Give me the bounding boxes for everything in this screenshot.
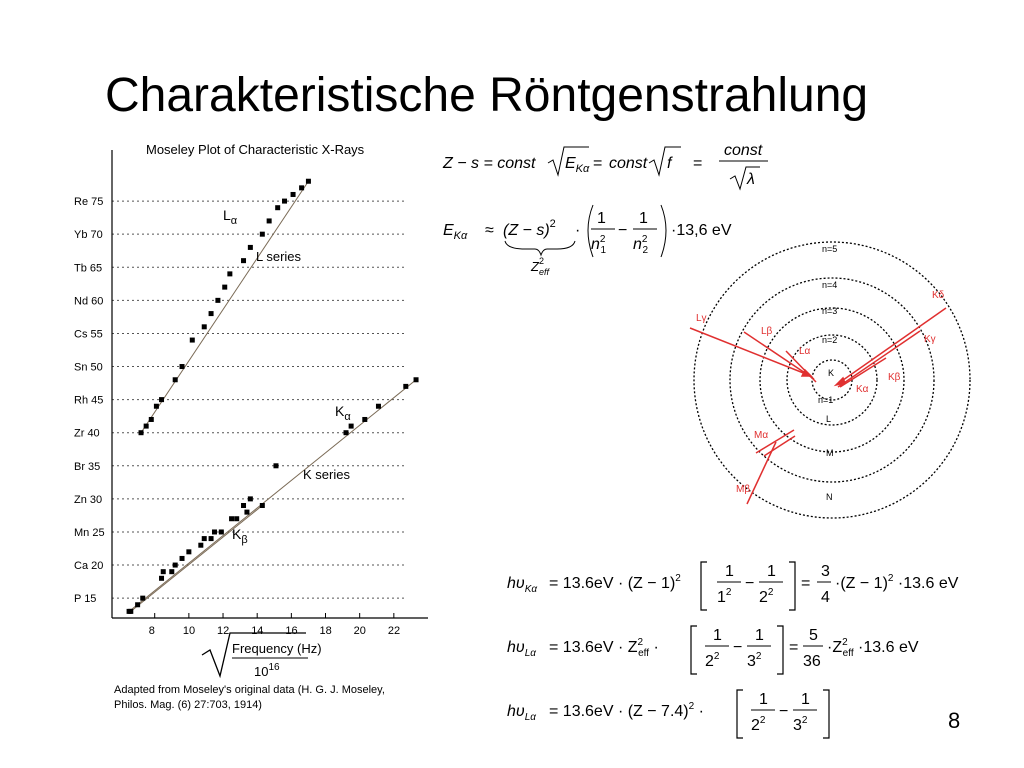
svg-text:−: − — [618, 222, 628, 239]
svg-text:·13,6 eV: ·13,6 eV — [671, 222, 732, 239]
svg-text:4: 4 — [821, 589, 830, 606]
data-point — [219, 529, 224, 534]
svg-text:EKα: $E_{K\alpha}$ — [565, 155, 590, 175]
svg-text:−: − — [745, 575, 755, 592]
svg-text:= 13.6eV · (Z − 1)2: = $13.6eV \cdot (Z - 1)^2$ — [549, 573, 681, 592]
svg-text:Z2eff: $Z^2$ eff — [531, 256, 549, 277]
data-point — [273, 463, 278, 468]
chart-axes — [74, 150, 428, 637]
data-point — [135, 602, 140, 607]
svg-text:n=1: n=1 — [818, 395, 834, 405]
data-point — [227, 271, 232, 276]
data-point — [349, 424, 354, 429]
data-point — [154, 404, 159, 409]
svg-text:22: $2^2$ — [751, 715, 766, 734]
annotation-k-alpha: $K_\alpha$ — [335, 403, 351, 423]
data-point — [306, 179, 311, 184]
data-point — [248, 496, 253, 501]
annotation-l-alpha: $L_\alpha$ — [223, 207, 238, 227]
svg-text:(Z − s)2: $(Z - s)^2$ — [503, 218, 556, 239]
data-point — [244, 510, 249, 515]
svg-text:1: 1 — [767, 563, 776, 580]
x-tick-label: 10 — [182, 625, 196, 637]
svg-text:=: = — [801, 575, 811, 592]
frequency-label: Frequency (Hz) — [232, 641, 322, 656]
data-point — [180, 364, 185, 369]
svg-text:−: − — [779, 703, 789, 720]
svg-text:12: $1^2$ — [717, 587, 732, 606]
svg-text:22: $2^2$ — [705, 651, 720, 670]
atom-shell-diagram — [676, 230, 996, 540]
svg-text:f: f — [667, 155, 672, 172]
svg-text:=: = — [593, 155, 603, 172]
data-point — [229, 516, 234, 521]
svg-text:Kγ: Kγ — [924, 334, 936, 345]
svg-text:hυKα: $h\upsilon_{K\alpha}$ — [507, 575, 538, 595]
y-tick-label: Zr 40 — [74, 427, 100, 440]
y-tick-label: Nd 60 — [74, 295, 104, 308]
fit-line — [131, 506, 263, 612]
equation-l-alpha-screening — [507, 690, 829, 738]
x-tick-label: 14 — [251, 625, 264, 637]
svg-text:≈: ≈ — [485, 222, 494, 239]
data-point — [198, 543, 203, 548]
data-point — [299, 185, 304, 190]
data-point — [241, 258, 246, 263]
data-point — [190, 338, 195, 343]
svg-text:n22: $n^2$ 2 — [633, 234, 649, 256]
svg-text:Mα: Mα — [754, 430, 769, 441]
svg-text:32: $3^2$ — [793, 715, 808, 734]
svg-text:λ: λ — [747, 171, 755, 188]
svg-text:Kα: Kα — [856, 384, 869, 395]
svg-text:= 13.6eV · (Z − 7.4)2 ·: = $13.6eV \cdot (Z - 7.4)^2$ · — [549, 701, 704, 720]
svg-text:Mβ: Mβ — [736, 484, 751, 495]
svg-text:const: const — [724, 142, 763, 159]
x-tick-label: 16 — [285, 625, 298, 637]
data-point — [215, 298, 220, 303]
x-tick-label: 12 — [217, 625, 230, 637]
svg-text:Kδ: Kδ — [932, 290, 945, 301]
x-tick-label: 20 — [353, 625, 366, 637]
data-point — [267, 218, 272, 223]
svg-text:1: 1 — [755, 627, 764, 644]
svg-text:n=5: n=5 — [822, 244, 838, 254]
data-point — [202, 536, 207, 541]
svg-text:·(Z − 1)2 ·13.6 eV: $\cdot(Z - 1)^2 \cdot 13.6$ eV — [835, 573, 959, 592]
svg-text:−: − — [733, 639, 743, 656]
moseley-law-formula — [442, 142, 768, 189]
svg-text:n21: $n^2$ 1 — [591, 234, 607, 256]
chart-caption-line-1: Adapted from Moseley's original data (H. G. J. Moseley, — [114, 684, 385, 696]
svg-text:K: K — [828, 368, 835, 378]
chart-title: Moseley Plot of Characteristic X-Rays — [146, 142, 365, 157]
chart-caption-line-2: Philos. Mag. (6) 27:703, 1914) — [114, 699, 262, 711]
svg-text:·Z2eff ·13.6 eV: $\cdot Z^2$ eff ·13.6 eV — [827, 637, 919, 659]
chart-fit-lines — [129, 181, 416, 611]
y-tick-label: Br 35 — [74, 460, 101, 473]
transition-labels — [696, 290, 945, 495]
data-point — [140, 596, 145, 601]
svg-text:L: L — [826, 414, 832, 424]
svg-text:Lγ: Lγ — [696, 313, 707, 324]
svg-text:Lα: Lα — [799, 346, 811, 357]
y-tick-label: Tb 65 — [74, 262, 103, 275]
y-tick-label: Mn 25 — [74, 526, 105, 539]
svg-text:const: const — [609, 155, 648, 172]
svg-text:36: 36 — [803, 653, 821, 670]
svg-text:Lβ: Lβ — [761, 326, 773, 337]
y-tick-label: Cs 55 — [74, 328, 103, 341]
svg-text:Z − s = const: Z − s = const — [443, 155, 536, 172]
x-tick-label: 8 — [148, 625, 155, 637]
page-number: 8 — [948, 708, 961, 733]
data-point — [234, 516, 239, 521]
data-point — [222, 285, 227, 290]
moseley-chart — [60, 128, 440, 720]
fit-line — [129, 380, 416, 612]
data-point — [248, 245, 253, 250]
data-point — [282, 199, 287, 204]
chart-points — [127, 179, 419, 614]
shell-labels — [818, 244, 837, 502]
data-point — [202, 324, 207, 329]
y-tick-label: Re 75 — [74, 196, 104, 209]
y-tick-label: Sn 50 — [74, 361, 103, 374]
data-point — [362, 417, 367, 422]
svg-text:n=3: n=3 — [822, 306, 838, 316]
data-point — [128, 609, 133, 614]
shell-n1 — [812, 360, 852, 400]
data-point — [275, 205, 280, 210]
svg-text:32: $3^2$ — [747, 651, 762, 670]
svg-text:1: 1 — [597, 210, 606, 227]
data-point — [241, 503, 246, 508]
data-point — [291, 192, 296, 197]
data-point — [169, 569, 174, 574]
data-point — [144, 424, 149, 429]
data-point — [414, 377, 419, 382]
energy-equations — [505, 548, 975, 746]
svg-text:1: 1 — [801, 691, 810, 708]
svg-text:Kβ: Kβ — [888, 372, 901, 383]
data-point — [173, 377, 178, 382]
data-point — [159, 397, 164, 402]
y-tick-label: Rh 45 — [74, 394, 104, 407]
equation-l-alpha-zeff — [507, 626, 919, 674]
svg-text:22: $2^2$ — [759, 587, 774, 606]
svg-text:=: = — [789, 639, 799, 656]
equation-k-alpha — [507, 562, 959, 610]
svg-text:1: 1 — [713, 627, 722, 644]
svg-text:1: 1 — [639, 210, 648, 227]
data-point — [403, 384, 408, 389]
annotation-k-series: K series — [303, 467, 350, 482]
x-tick-label: 18 — [319, 625, 332, 637]
data-point — [149, 417, 154, 422]
data-point — [344, 430, 349, 435]
data-point — [212, 529, 217, 534]
data-point — [139, 430, 144, 435]
svg-text:hυLα: $h\upsilon_{L\alpha}$ — [507, 639, 536, 659]
frequency-scale: $10^{16}$ — [254, 662, 280, 679]
y-tick-label: Zn 30 — [74, 493, 103, 506]
svg-text:=: = — [693, 155, 703, 172]
frequency-axis-label — [202, 633, 322, 679]
svg-text:EKα: $E_{K\alpha}$ — [443, 222, 468, 242]
annotation-l-series: L series — [256, 249, 302, 264]
slide-title: Charakteristische Röntgenstrahlung — [105, 69, 869, 122]
annotation-k-beta: $K_\beta$ — [232, 526, 248, 546]
data-point — [173, 563, 178, 568]
data-point — [376, 404, 381, 409]
data-point — [180, 556, 185, 561]
y-tick-label: Ca 20 — [74, 560, 104, 573]
svg-text:= 13.6eV · Z2eff ·: = $13.6eV \cdot Z^2$ eff · — [549, 637, 659, 659]
svg-text:n=2: n=2 — [822, 335, 838, 345]
svg-text:1: 1 — [759, 691, 768, 708]
y-tick-label: Yb 70 — [74, 229, 103, 242]
svg-text:3: 3 — [821, 563, 830, 580]
svg-text:1: 1 — [725, 563, 734, 580]
y-tick-label: P 15 — [74, 593, 97, 606]
svg-text:N: N — [826, 492, 833, 502]
svg-text:n=4: n=4 — [822, 280, 838, 290]
svg-text:M: M — [826, 448, 834, 458]
data-point — [209, 311, 214, 316]
data-point — [161, 569, 166, 574]
data-point — [209, 536, 214, 541]
shell-n3 — [760, 308, 904, 452]
x-tick-label: 22 — [387, 625, 401, 637]
svg-text:5: 5 — [809, 627, 818, 644]
data-point — [159, 576, 164, 581]
data-point — [260, 232, 265, 237]
svg-text:·: · — [575, 222, 581, 239]
svg-text:hυLα: $h\upsilon_{L\alpha}$ — [507, 703, 536, 723]
data-point — [186, 549, 191, 554]
data-point — [260, 503, 265, 508]
